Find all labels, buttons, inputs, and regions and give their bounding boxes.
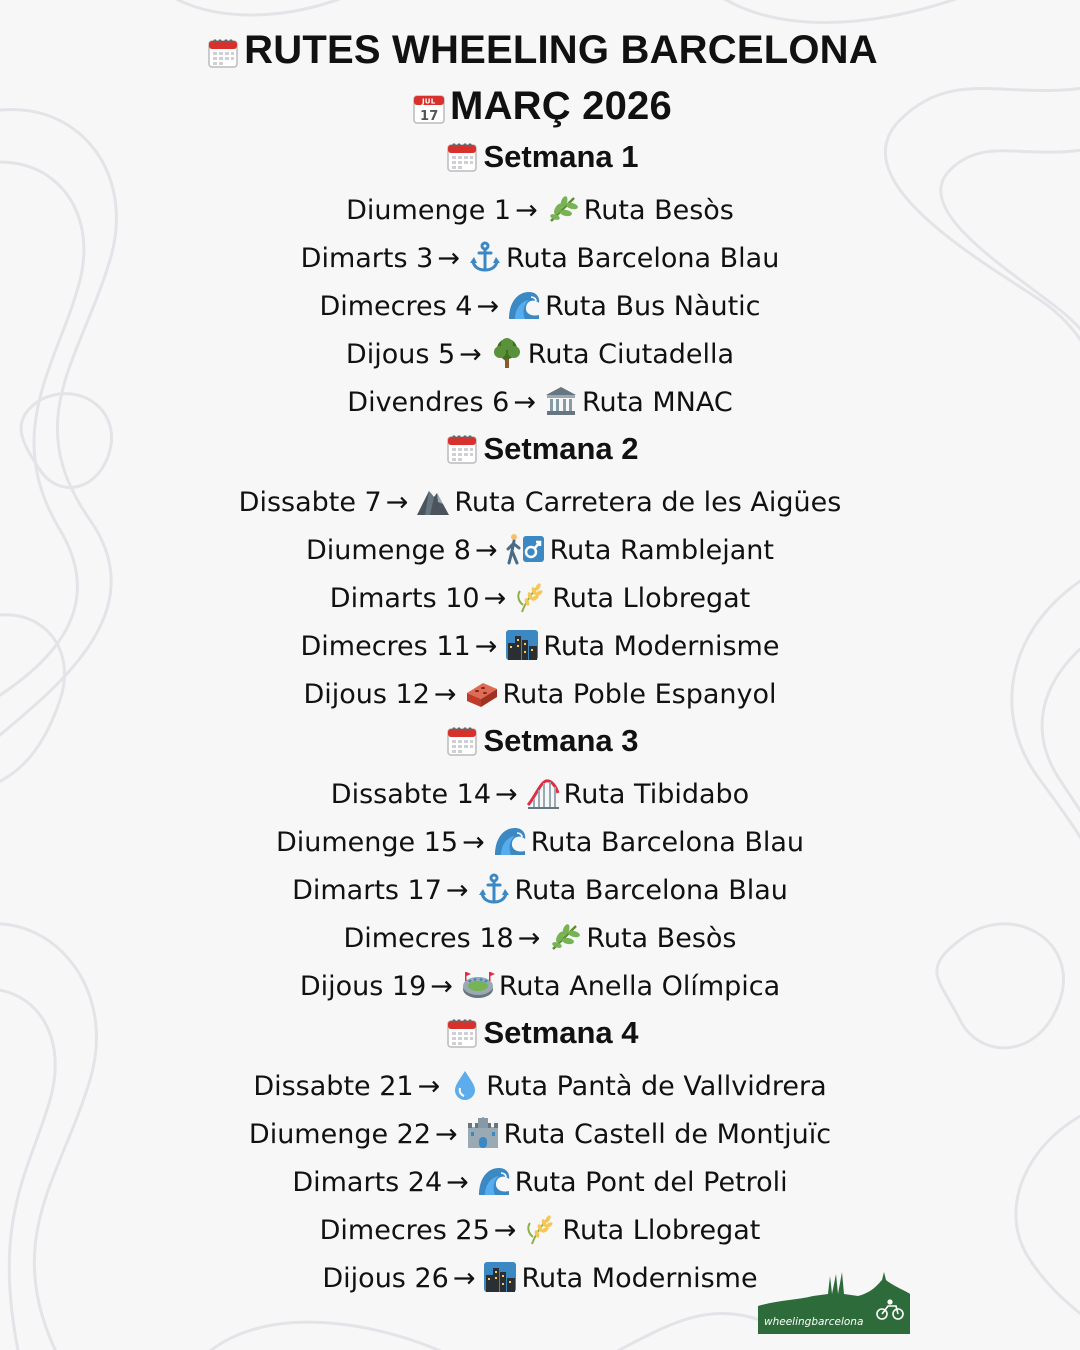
- arrow-icon: →: [433, 679, 457, 710]
- route-row: [0, 873, 1080, 905]
- arrow-icon: →: [385, 487, 409, 518]
- route-day: Divendres 6: [347, 387, 510, 418]
- route-row: [0, 1069, 1080, 1101]
- route-name: Ruta Barcelona Blau: [505, 243, 780, 274]
- route-day: Dimecres 25: [319, 1215, 490, 1246]
- route-day: Dissabte 21: [253, 1071, 414, 1102]
- route-day: Dimecres 11: [300, 631, 471, 662]
- anchor-icon: [468, 241, 502, 273]
- route-name: Ruta Besòs: [586, 923, 737, 954]
- tear-off-calendar-icon: [445, 433, 479, 465]
- route-day: Dimarts 24: [292, 1167, 443, 1198]
- route-row: [0, 1117, 1080, 1149]
- rice-ear-icon: [524, 1213, 558, 1245]
- route-name: Ruta Llobregat: [552, 583, 751, 614]
- man-walking-icon: [506, 533, 546, 565]
- route-name: Ruta Ramblejant: [549, 535, 774, 566]
- route-day: Dimarts 10: [329, 583, 480, 614]
- route-name: Ruta Llobregat: [562, 1215, 761, 1246]
- route-day: Diumenge 1: [346, 195, 512, 226]
- route-row: [0, 337, 1080, 369]
- svg-text:JUL: JUL: [422, 97, 436, 106]
- tear-off-calendar-icon: [445, 725, 479, 757]
- route-row: [0, 485, 1080, 517]
- arrow-icon: →: [474, 535, 498, 566]
- route-day: Dimecres 4: [319, 291, 473, 322]
- route-day: Dimarts 3: [300, 243, 434, 274]
- route-day: Dissabte 14: [330, 779, 492, 810]
- route-row: [0, 1261, 1080, 1293]
- tear-off-calendar-icon: [206, 36, 240, 68]
- route-row: [0, 385, 1080, 417]
- herb-icon: [548, 921, 582, 953]
- route-row: [0, 193, 1080, 225]
- arrow-icon: →: [445, 875, 469, 906]
- week-heading: [0, 725, 1080, 757]
- route-day: Diumenge 22: [248, 1119, 432, 1150]
- route-row: [0, 581, 1080, 613]
- arrow-icon: →: [437, 243, 460, 274]
- mountain-icon: [416, 485, 450, 517]
- svg-text:17: 17: [420, 109, 439, 124]
- roller-coaster-icon: [526, 777, 560, 809]
- anchor-icon: [477, 873, 511, 905]
- route-day: Dijous 26: [322, 1263, 449, 1294]
- castle-icon: [466, 1117, 500, 1149]
- arrow-icon: →: [435, 1119, 458, 1150]
- route-day: Dimecres 18: [343, 923, 514, 954]
- route-row: [0, 1213, 1080, 1245]
- route-name: Ruta Carretera de les Aigües: [454, 487, 842, 518]
- wave-icon: [477, 1165, 511, 1197]
- droplet-icon: [448, 1069, 482, 1101]
- stadium-icon: [461, 969, 495, 1001]
- route-name: Ruta Castell de Montjuïc: [503, 1119, 832, 1150]
- route-row: [0, 1165, 1080, 1197]
- classical-building-icon: [544, 385, 578, 417]
- page-subtitle: JUL 17 MARÇ 2026: [0, 86, 1080, 126]
- arrow-icon: →: [446, 1167, 469, 1198]
- route-name: Ruta Tibidabo: [563, 779, 750, 810]
- week-heading: [0, 141, 1080, 173]
- rice-ear-icon: [514, 581, 548, 613]
- week-heading: [0, 1017, 1080, 1049]
- week-title: Setmana 3: [483, 723, 639, 758]
- tear-off-calendar-icon: [445, 1017, 479, 1049]
- herb-icon: [546, 193, 580, 225]
- route-name: Ruta Bus Nàutic: [545, 291, 761, 322]
- cityscape-icon: [505, 629, 539, 661]
- arrow-icon: →: [452, 1263, 476, 1294]
- arrow-icon: →: [493, 1215, 517, 1246]
- arrow-icon: →: [513, 387, 536, 418]
- brick-icon: [465, 677, 499, 709]
- route-row: [0, 921, 1080, 953]
- route-row: [0, 777, 1080, 809]
- arrow-icon: →: [515, 195, 538, 226]
- week-heading: [0, 433, 1080, 465]
- arrow-icon: →: [459, 339, 482, 370]
- route-day: Dijous 5: [345, 339, 456, 370]
- route-day: Dissabte 7: [238, 487, 382, 518]
- wave-icon: [493, 825, 527, 857]
- week-title: Setmana 2: [483, 431, 639, 466]
- route-name: Ruta Anella Olímpica: [498, 971, 781, 1002]
- arrow-icon: →: [483, 583, 507, 614]
- route-name: Ruta Modernisme: [521, 1263, 758, 1294]
- tear-off-calendar-icon: [445, 141, 479, 173]
- route-name: Ruta Poble Espanyol: [502, 679, 777, 710]
- route-row: [0, 969, 1080, 1001]
- week-title: Setmana 4: [483, 1015, 639, 1050]
- route-row: [0, 629, 1080, 661]
- arrow-icon: →: [517, 923, 541, 954]
- route-row: [0, 533, 1080, 565]
- route-name: Ruta Barcelona Blau: [530, 827, 805, 858]
- route-row: [0, 241, 1080, 273]
- arrow-icon: →: [417, 1071, 441, 1102]
- arrow-icon: →: [462, 827, 485, 858]
- arrow-icon: →: [474, 631, 498, 662]
- arrow-icon: →: [430, 971, 453, 1002]
- arrow-icon: →: [476, 291, 500, 322]
- logo-text: wheelingbarcelona: [764, 1316, 864, 1328]
- route-day: Dimarts 17: [292, 875, 442, 906]
- week-title: Setmana 1: [483, 139, 639, 174]
- page-title: RUTES WHEELING BARCELONA: [0, 30, 1080, 70]
- route-row: [0, 289, 1080, 321]
- route-row: [0, 825, 1080, 857]
- date-calendar-icon: [412, 92, 446, 124]
- route-day: Diumenge 8: [306, 535, 471, 566]
- route-day: Dijous 19: [299, 971, 427, 1002]
- route-name: Ruta Pont del Petroli: [514, 1167, 788, 1198]
- route-name: Ruta Modernisme: [543, 631, 780, 662]
- tree-icon: [490, 337, 524, 369]
- arrow-icon: →: [495, 779, 518, 810]
- route-day: Diumenge 15: [275, 827, 459, 858]
- route-name: Ruta MNAC: [582, 387, 733, 418]
- cityscape-icon: [483, 1261, 517, 1293]
- route-name: Ruta Barcelona Blau: [514, 875, 788, 906]
- route-name: Ruta Ciutadella: [527, 339, 735, 370]
- route-day: Dijous 12: [303, 679, 430, 710]
- route-name: Ruta Pantà de Vallvidrera: [486, 1071, 827, 1102]
- wave-icon: [507, 289, 541, 321]
- route-name: Ruta Besòs: [583, 195, 734, 226]
- route-row: [0, 677, 1080, 709]
